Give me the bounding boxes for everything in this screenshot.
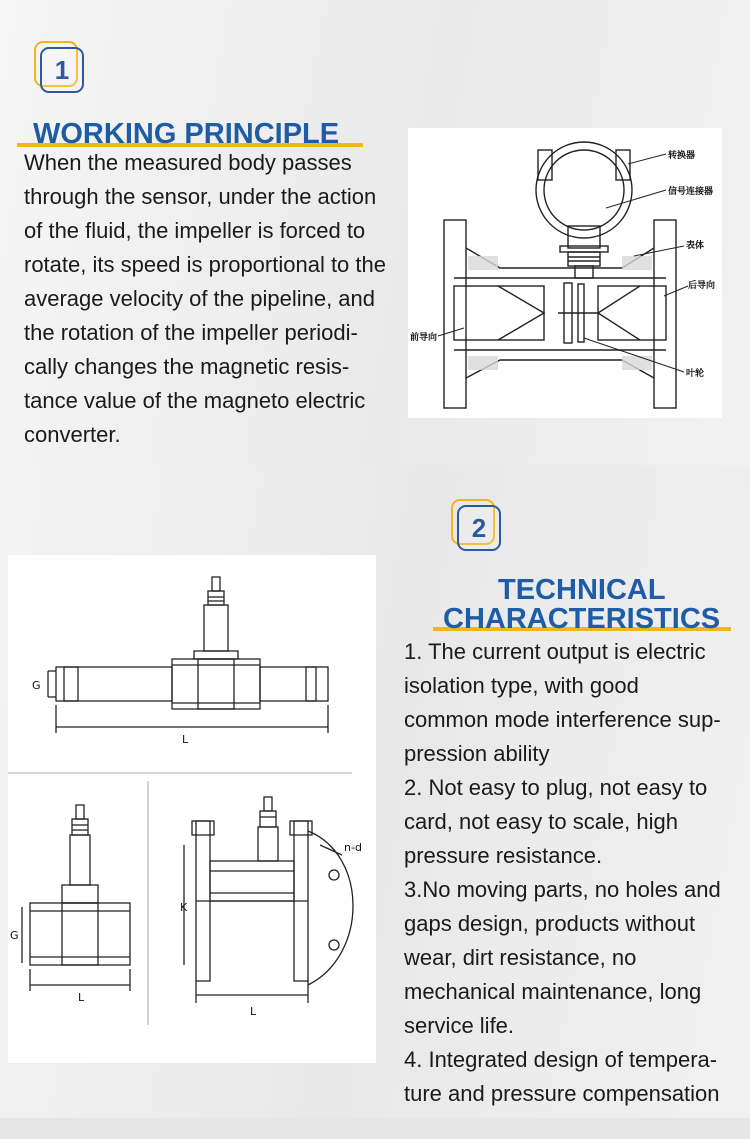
text-line: ture and pressure compensation: [404, 1081, 720, 1106]
text-line: through the sensor, under the action: [24, 184, 377, 209]
text-line: 3.No moving parts, no holes and: [404, 877, 721, 902]
text-line: average velocity of the pipeline, and: [24, 286, 376, 311]
turbine-diagram-svg: [408, 128, 722, 418]
dim-label-k: K: [180, 901, 188, 914]
working-principle-title: WORKING PRINCIPLE: [33, 118, 340, 150]
text-line: When the measured body passes: [24, 150, 352, 175]
text-line: cally changes the magnetic resis-: [24, 354, 350, 379]
turbine-sectional-diagram: [408, 128, 722, 418]
badge-number: 2: [471, 513, 487, 543]
text-line: card, not easy to scale, high: [404, 809, 678, 834]
dim-label-nd: n-d: [344, 841, 362, 854]
text-line: converter.: [24, 422, 121, 447]
dim-label-l: L: [250, 1005, 257, 1018]
section-number-badge-1: [34, 41, 82, 91]
text-line: the rotation of the impeller periodi-: [24, 320, 358, 345]
text-line: pressure resistance.: [404, 843, 603, 868]
dimension-drawings-panel: [8, 555, 376, 1063]
label-front-guide: 前导向: [410, 333, 438, 343]
text-line: gaps design, products without: [404, 911, 696, 936]
text-line: wear, dirt resistance, no: [404, 945, 637, 970]
label-impeller: 叶轮: [686, 369, 705, 379]
label-converter: 转换器: [668, 151, 696, 161]
dim-label-l: L: [78, 991, 85, 1004]
text-line: pression ability: [404, 741, 550, 766]
text-line: service life.: [404, 1013, 515, 1038]
text-line: isolation type, with good: [404, 673, 639, 698]
label-signal-connector: 信号连接器: [668, 187, 714, 197]
technical-characteristics-text: [404, 635, 744, 1111]
dim-label-g: G: [32, 679, 41, 692]
label-rear-guide: 后导向: [688, 281, 716, 291]
text-line: mechanical maintenance, long: [404, 979, 702, 1004]
dim-label-g: G: [10, 929, 19, 942]
dim-label-l: L: [182, 733, 189, 746]
text-line: 1. The current output is electric: [404, 639, 706, 664]
dimension-drawings-svg: [8, 555, 376, 1063]
bottom-band: [0, 1118, 750, 1139]
label-body: 表体: [686, 241, 705, 251]
text-line: common mode interference sup-: [404, 707, 721, 732]
text-line: of the fluid, the impeller is forced to: [24, 218, 366, 243]
working-principle-text: [24, 146, 404, 452]
technical-title-line2: CHARACTERISTICS: [443, 603, 721, 635]
text-line: rotate, its speed is proportional to the: [24, 252, 386, 277]
text-line: tance value of the magneto electric: [24, 388, 366, 413]
text-line: 2. Not easy to plug, not easy to: [404, 775, 708, 800]
technical-title-line1: TECHNICAL: [498, 574, 666, 606]
text-line: 4. Integrated design of tempera-: [404, 1047, 718, 1072]
badge-number: 1: [54, 55, 70, 85]
section-number-badge-2: [451, 499, 499, 549]
